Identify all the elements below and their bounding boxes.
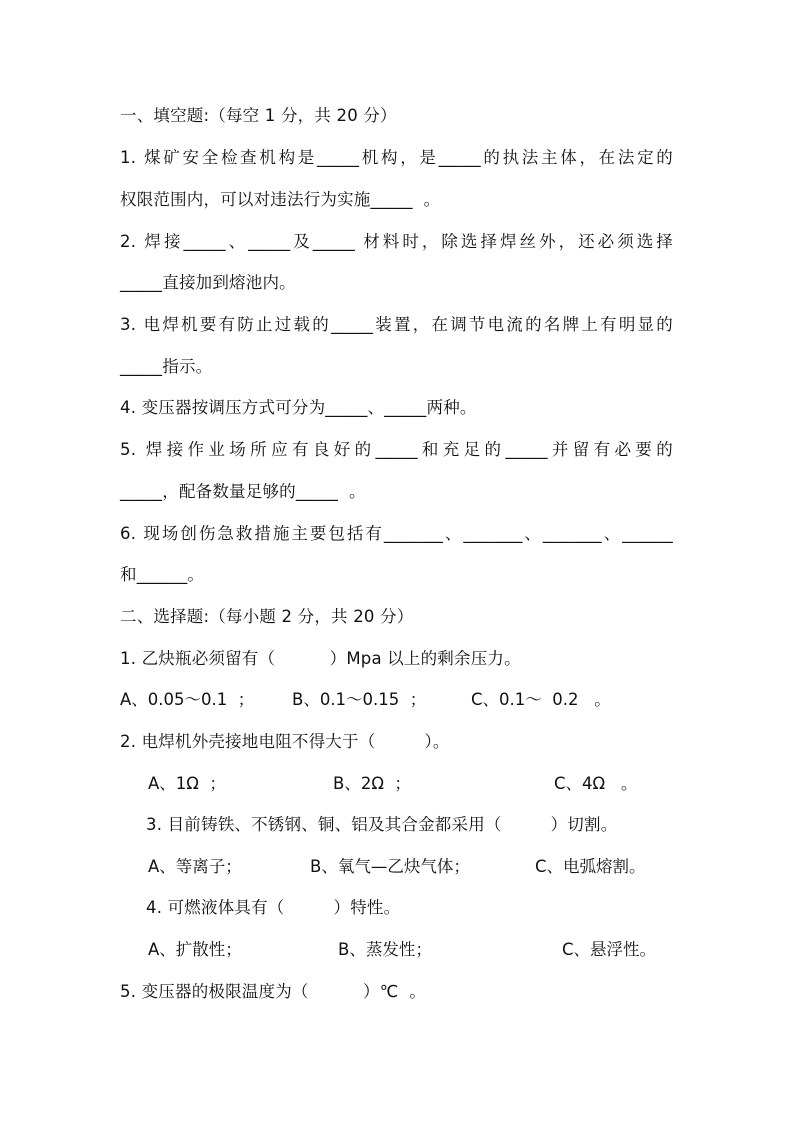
choice-question-4-option-c: C、悬浮性。 [562, 940, 657, 959]
choice-question-2-stem: 2. 电焊机外壳接地电阻不得大于（ ）。 [120, 732, 450, 751]
question-6-line-1: 6. 现场创伤急救措施主要包括有_______、_______、_______、______ [120, 524, 673, 543]
question-6-line-2: 和______。 [120, 565, 205, 584]
choice-question-3-option-c: C、电弧熔割。 [535, 857, 646, 876]
section-heading-multiple-choice: 二、选择题:（每小题 2 分，共 20 分） [120, 607, 414, 626]
choice-question-2-option-a: A、1Ω ； [148, 774, 226, 793]
question-4-line-1: 4. 变压器按调压方式可分为_____、_____两种。 [120, 398, 477, 417]
question-2-line-2: _____直接加到熔池内。 [120, 273, 296, 292]
choice-question-1-option-a: A、0.05～0.1 ； [120, 690, 255, 709]
section-heading-fill-blank: 一、填空题:（每空 1 分，共 20 分） [120, 106, 397, 125]
question-5-line-2: _____，配备数量足够的_____ 。 [120, 482, 366, 501]
choice-question-3-option-b: B、氧气—乙炔气体； [310, 857, 470, 876]
choice-question-4-stem: 4. 可燃液体具有（ ）特性。 [146, 898, 401, 917]
question-2-line-1: 2. 焊接_____、_____及_____ 材料时，除选择焊丝外，还必须选择 [120, 232, 673, 251]
choice-question-5-stem: 5. 变压器的极限温度为（ ）℃ 。 [120, 982, 427, 1001]
choice-question-3-stem: 3. 目前铸铁、不锈钢、铜、铝及其合金都采用（ ）切割。 [146, 815, 618, 834]
choice-question-1-stem: 1. 乙炔瓶必须留有（ ）Mpa 以上的剩余压力。 [120, 649, 521, 668]
choice-question-1-option-c: C、0.1～ 0.2 。 [471, 690, 611, 709]
choice-question-3-option-a: A、等离子； [148, 857, 242, 876]
question-1-line-1: 1. 煤矿安全检查机构是_____机构，是_____的执法主体，在法定的 [120, 148, 673, 167]
question-3-line-1: 3. 电焊机要有防止过载的_____装置，在调节电流的名牌上有明显的 [120, 315, 673, 334]
choice-question-1-option-b: B、0.1～0.15 ； [292, 690, 427, 709]
question-3-line-2: _____指示。 [120, 357, 213, 376]
question-1-line-2: 权限范围内，可以对违法行为实施_____ 。 [120, 190, 441, 209]
choice-question-4-option-b: B、蒸发性； [338, 940, 432, 959]
question-5-line-1: 5. 焊接作业场所应有良好的_____和充足的_____并留有必要的 [120, 440, 673, 459]
choice-question-2-option-b: B、2Ω ； [333, 774, 411, 793]
choice-question-2-option-c: C、4Ω 。 [554, 774, 638, 793]
choice-question-4-option-a: A、扩散性； [148, 940, 242, 959]
